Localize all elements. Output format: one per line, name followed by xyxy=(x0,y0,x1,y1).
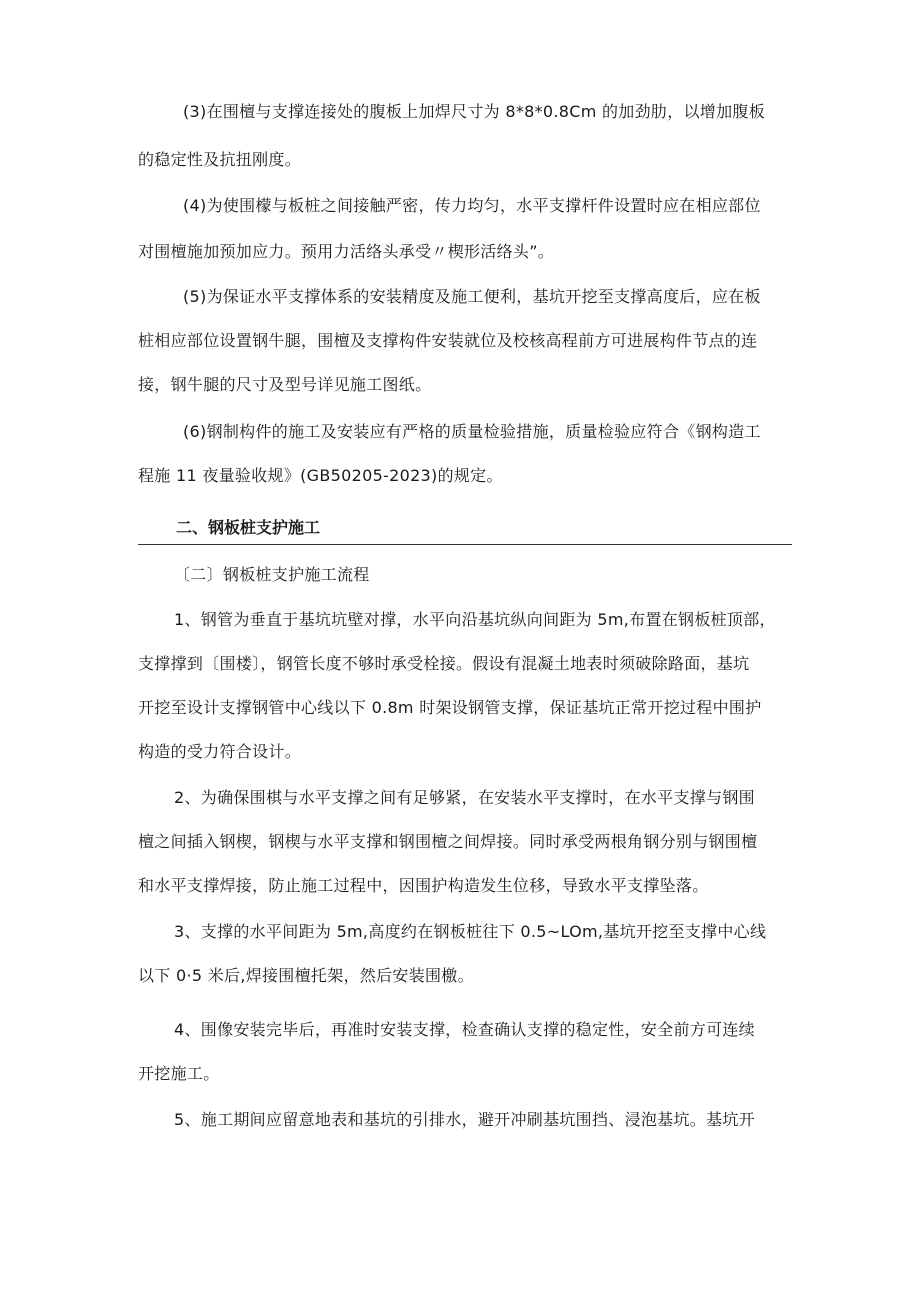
paragraph-line: 和水平支撑焊接，防止施工过程中，因围护构造发生位移，导致水平支撑坠落。 xyxy=(138,876,709,895)
paragraph-line: 4、围像安装完毕后，再准时安装支撑，检查确认支撑的稳定性，安全前方可连续 xyxy=(174,1020,755,1039)
paragraph-line: 1、钢管为垂直于基坑坑壁对撑，水平向沿基坑纵向间距为 5m,布置在钢板桩顶部， xyxy=(174,610,776,629)
paragraph-line: 3、支撑的水平间距为 5m,高度约在钢板桩往下 0.5~LOm,基坑开挖至支撑中心线 xyxy=(174,922,767,941)
paragraph-line: 檀之间插入钢楔，钢楔与水平支撑和钢围檀之间焊接。同时承受两根角钢分别与钢围檀 xyxy=(138,832,758,851)
paragraph-line: 2、为确保围棋与水平支撑之间有足够紧，在安装水平支撑时，在水平支撑与钢围 xyxy=(174,788,755,807)
paragraph-line: (6)钢制构件的施工及安装应有严格的质量检验措施，质量检验应符合《钢构造工 xyxy=(183,422,761,441)
section-heading xyxy=(138,516,792,545)
section-heading-text: 二、钢板桩支护施工 xyxy=(176,518,321,537)
paragraph-line: 桩相应部位设置钢牛腿，围檀及支撑构件安装就位及校核高程前方可进展构件节点的连 xyxy=(138,331,758,350)
paragraph-line: 支撑撑到〔围楼〕，钢管长度不够时承受栓接。假设有混凝土地表时须破除路面，基坑 xyxy=(138,654,750,673)
paragraph-line: (3)在围檀与支撑连接处的腹板上加焊尺寸为 8*8*0.8Cm 的加劲肋，以增加腹板 xyxy=(183,102,765,121)
paragraph-line: (4)为使围檬与板桩之间接触严密，传力均匀，水平支撑杆件设置时应在相应部位 xyxy=(183,196,761,215)
paragraph-line: 构造的受力符合设计。 xyxy=(138,742,302,761)
paragraph-line: 程施 11 夜量验收规》(GB50205-2023)的规定。 xyxy=(138,466,503,485)
paragraph-line: (5)为保证水平支撑体系的安装精度及施工便利，基坑开挖至支撑高度后，应在板 xyxy=(183,287,761,306)
paragraph-line: 5、施工期间应留意地表和基坑的引排水，避开冲刷基坑围挡、浸泡基坑。基坑开 xyxy=(174,1110,755,1129)
paragraph-line: 开挖至设计支撑钢管中心线以下 0.8m 时架设钢管支撑，保证基坑正常开挖过程中围护 xyxy=(138,698,762,717)
paragraph-line: 的稳定性及抗扭刚度。 xyxy=(138,150,302,169)
subheading-line: 〔二〕钢板桩支护施工流程 xyxy=(174,565,370,584)
paragraph-line: 开挖施工。 xyxy=(138,1064,220,1083)
paragraph-line: 对围檀施加预加应力。预用力活络头承受〃楔形活络头”。 xyxy=(138,242,555,261)
paragraph-line: 接，钢牛腿的尺寸及型号详见施工图纸。 xyxy=(138,375,432,394)
paragraph-line: 以下 0·5 米后,焊接围檀托架，然后安装围檄。 xyxy=(138,966,474,985)
